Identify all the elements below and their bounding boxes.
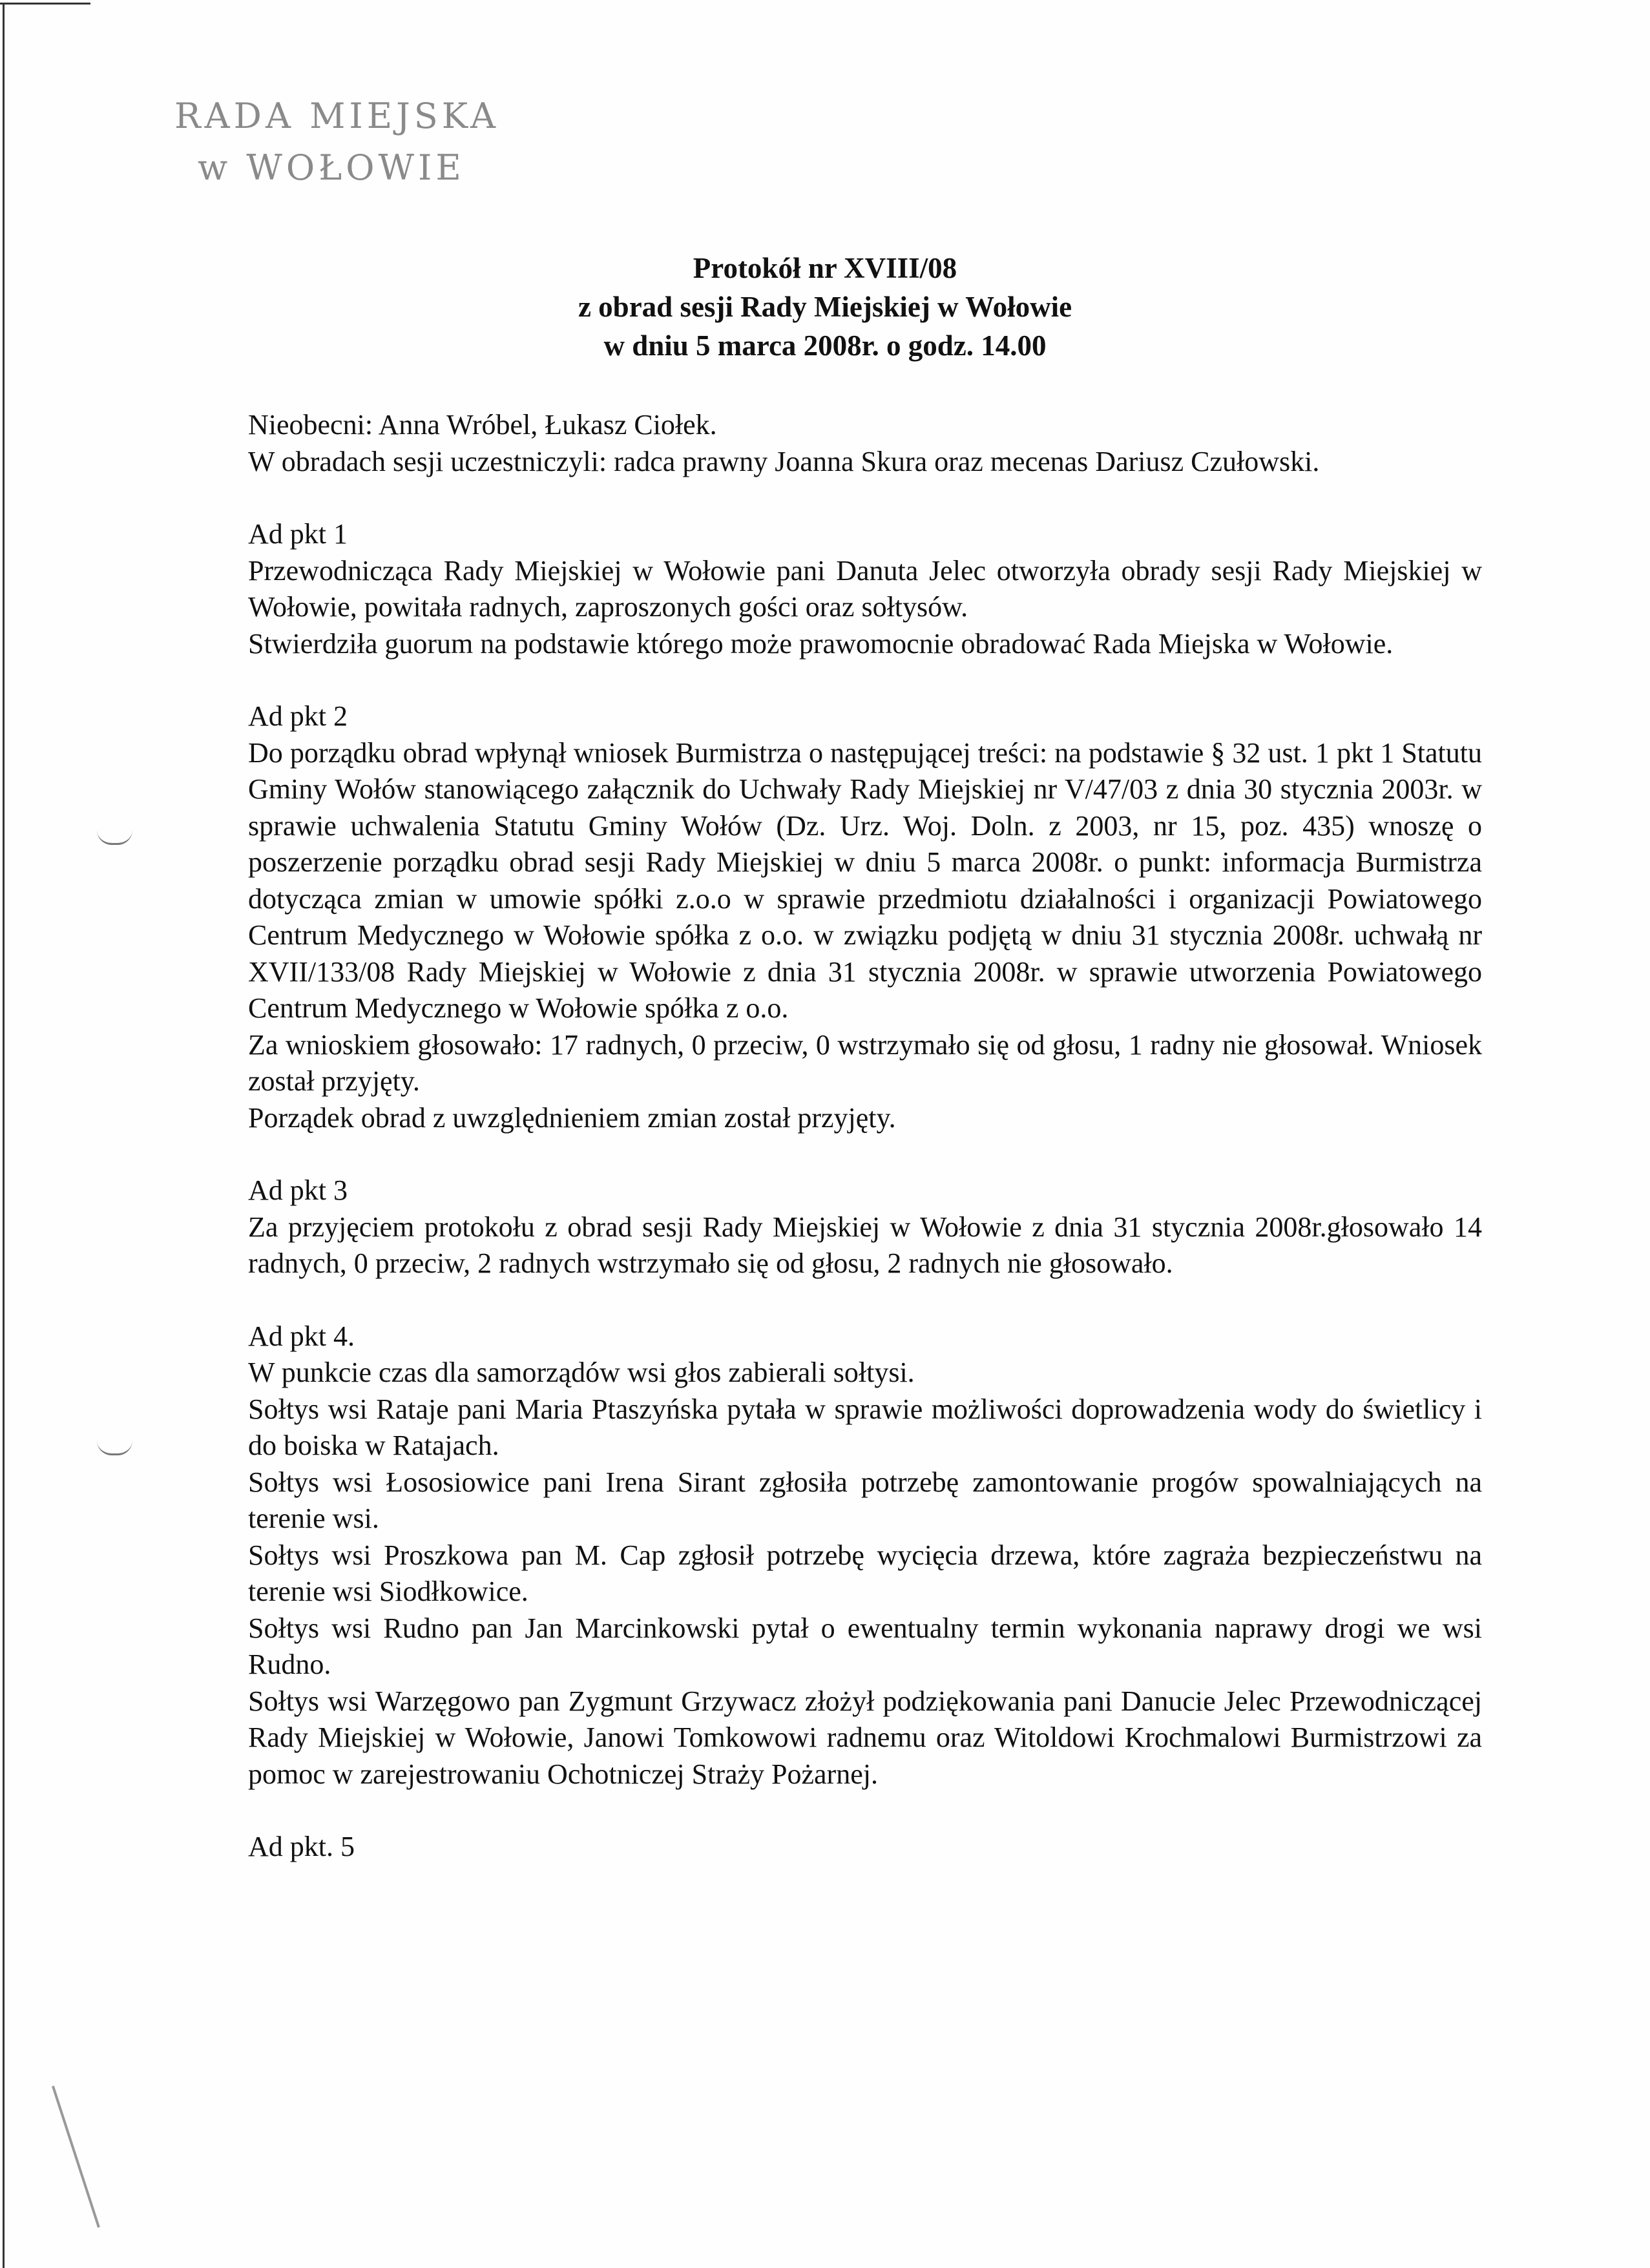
- section-pkt1-paragraph-1: Przewodnicząca Rady Miejskiej w Wołowie pani Danuta Jelec otworzyła obrady sesji Rady Miejskiej w Wołowie, powitała radnych, zaproszonych gości oraz sołtysów.: [248, 554, 1482, 623]
- stamp-line-2: w WOŁOWIE: [198, 147, 465, 188]
- stamp-line-1: RADA MIEJSKA: [174, 96, 499, 136]
- section-pkt3-paragraph-1: Za przyjęciem protokołu z obrad sesji Rady Miejskiej w Wołowie z dnia 31 stycznia 2008r.głosowało 14 radnych, 0 przeciw, 2 radnych wstrzymało się od głosu, 2 radnych nie głosowało.: [248, 1211, 1482, 1279]
- section-pkt4-paragraph-4: Sołtys wsi Proszkowa pan M. Cap zgłosił potrzebę wycięcia drzewa, które zagraża bezpieczeństwu na terenie wsi Siodłkowice.: [248, 1539, 1482, 1607]
- section-heading-pkt2: Ad pkt 2: [248, 700, 348, 732]
- section-heading-pkt3: Ad pkt 3: [248, 1174, 348, 1206]
- participants-list: W obradach sesji uczestniczyli: radca prawny Joanna Skura oraz mecenas Dariusz Czułowski.: [248, 445, 1320, 477]
- margin-mark: [97, 1441, 132, 1455]
- section-heading-pkt4: Ad pkt 4.: [248, 1320, 355, 1352]
- title-line-1: Protokół nr XVIII/08: [693, 252, 957, 284]
- section-pkt4-paragraph-3: Sołtys wsi Łososiowice pani Irena Sirant zgłosiła potrzebę zamontowanie progów spowalniających na terenie wsi.: [248, 1466, 1482, 1534]
- margin-line: [52, 2086, 100, 2228]
- section-pkt2-paragraph-2: Za wnioskiem głosowało: 17 radnych, 0 przeciw, 0 wstrzymało się od głosu, 1 radny nie głosował. Wniosek został przyjęty.: [248, 1028, 1482, 1097]
- section-heading-pkt1: Ad pkt 1: [248, 518, 348, 550]
- section-pkt4-paragraph-1: W punkcie czas dla samorządów wsi głos zabierali sołtysi.: [248, 1357, 915, 1388]
- council-stamp: [174, 90, 499, 194]
- absent-list: Nieobecni: Anna Wróbel, Łukasz Ciołek.: [248, 409, 717, 441]
- section-pkt2-paragraph-1: Do porządku obrad wpłynął wniosek Burmistrza o następującej treści: na podstawie § 32 ust. 1 pkt 1 Statutu Gminy Wołów stanowiącego załącznik do Uchwały Rady Miejskiej nr V/47/03 z dnia 30 stycznia 2003r. w sprawie uchwalenia Statutu Gminy Wołów (Dz. Urz. Woj. Doln. z 2003, nr 15, poz. 435) wnoszę o poszerzenie porządku obrad sesji Rady Miejskiej w dniu 5 marca 2008r. o punkt: informacja Burmistrza dotycząca zmian w umowie spółki z.o.o w sprawie przedmiotu działalności i organizacji Powiatowego Centrum Medycznego w Wołowie spółka z o.o. w związku podjętą w dniu 31 stycznia 2008r. uchwałą nr XVII/133/08 Rady Miejskiej w Wołowie z dnia 31 stycznia 2008r. w sprawie utworzenia Powiatowego Centrum Medycznego w Wołowie spółka z o.o.: [248, 736, 1482, 1024]
- section-heading-pkt5: Ad pkt. 5: [248, 1831, 355, 1862]
- section-pkt4-paragraph-6: Sołtys wsi Warzęgowo pan Zygmunt Grzywacz złożył podziękowania pani Danucie Jelec Przewodniczącej Rady Miejskiej w Wołowie, Janowi Tomkowowi radnemu oraz Witoldowi Krochmalowi Burmistrzowi za pomoc w zarejestrowaniu Ochotniczej Straży Pożarnej.: [248, 1685, 1482, 1790]
- section-pkt2-paragraph-3: Porządek obrad z uwzględnieniem zmian został przyjęty.: [248, 1101, 896, 1134]
- title-line-3: w dniu 5 marca 2008r. o godz. 14.00: [603, 329, 1047, 362]
- document-body: [248, 407, 1482, 1866]
- document-title: [0, 249, 1650, 365]
- section-pkt4-paragraph-2: Sołtys wsi Rataje pani Maria Ptaszyńska pytała w sprawie możliwości doprowadzenia wody do świetlicy i do boiska w Ratajach.: [248, 1393, 1482, 1461]
- margin-mark: [97, 830, 132, 845]
- title-line-2: z obrad sesji Rady Miejskiej w Wołowie: [578, 291, 1072, 323]
- section-pkt4-paragraph-5: Sołtys wsi Rudno pan Jan Marcinkowski pytał o ewentualny termin wykonania naprawy drogi we wsi Rudno.: [248, 1612, 1482, 1680]
- scan-edge-top: [0, 3, 90, 5]
- section-pkt1-paragraph-2: Stwierdziła guorum na podstawie którego może prawomocnie obradować Rada Miejska w Wołowie.: [248, 627, 1394, 660]
